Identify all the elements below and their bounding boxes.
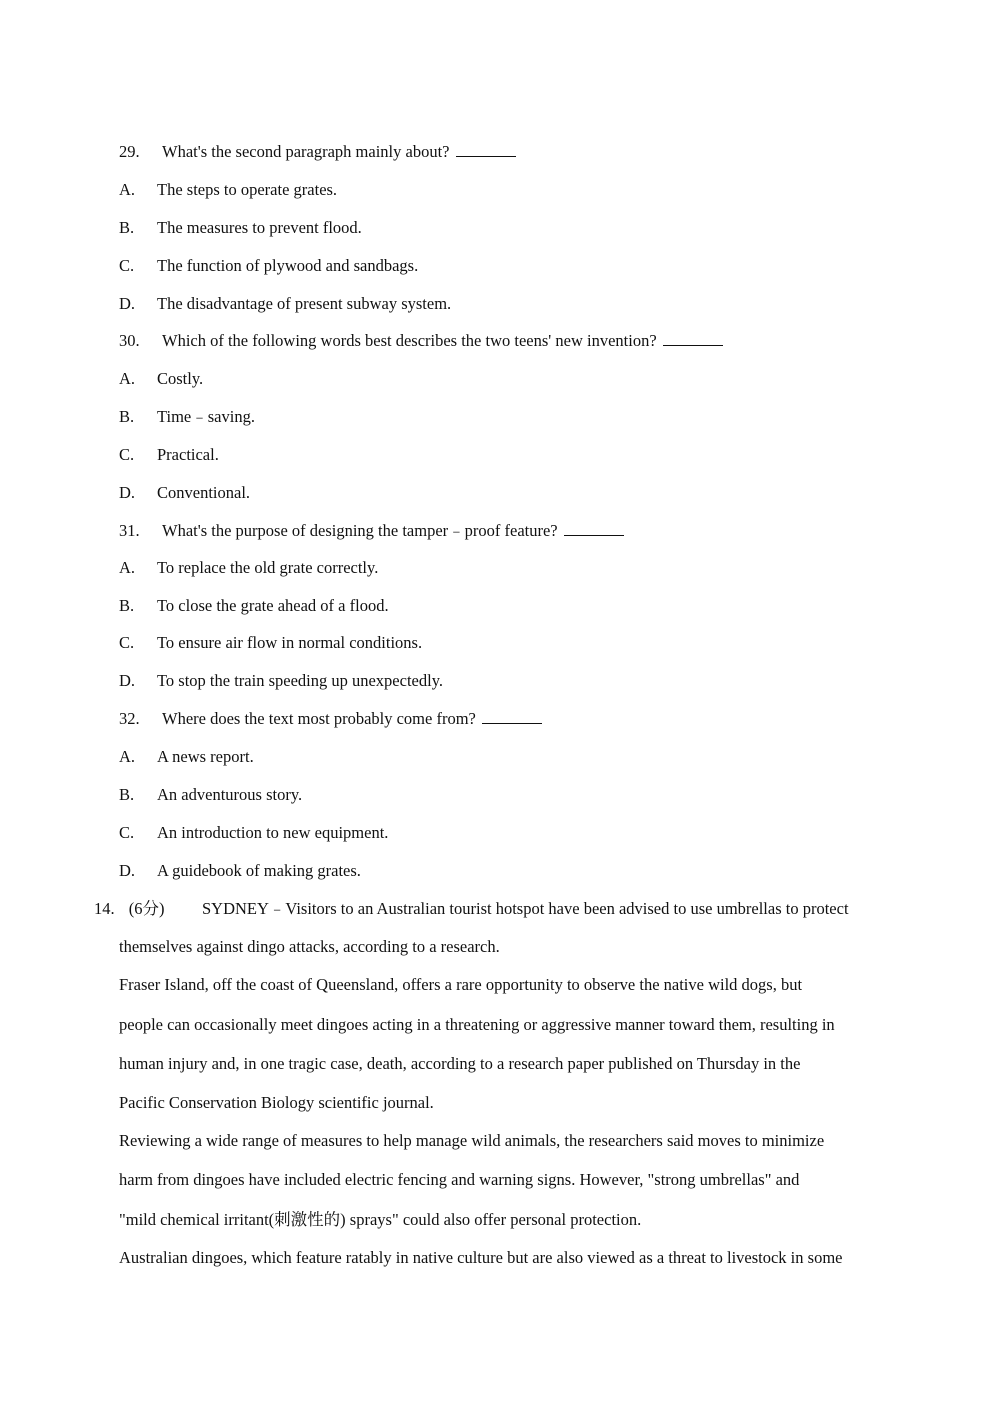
question-text: What's the purpose of designing the tamper﹣proof feature? [162, 521, 624, 541]
option-label: C. [119, 633, 135, 652]
answer-blank[interactable] [482, 709, 542, 724]
question-number: 29. [119, 142, 140, 161]
option-label: A. [119, 558, 136, 577]
answer-blank[interactable] [564, 521, 624, 536]
question-text: Where does the text most probably come from? [162, 709, 542, 729]
option-label: D. [119, 861, 136, 880]
option-text: An adventurous story. [157, 785, 303, 804]
option-text: A news report. [157, 747, 254, 766]
question-number: 32. [119, 709, 140, 728]
option-text: Costly. [157, 369, 204, 388]
option-text: An introduction to new equipment. [157, 823, 389, 842]
option-label: C. [119, 256, 135, 275]
option-text: To ensure air flow in normal conditions. [157, 633, 423, 652]
option-text: The disadvantage of present subway system. [157, 294, 452, 313]
question-number: 30. [119, 331, 140, 350]
option-text: The function of plywood and sandbags. [157, 256, 419, 275]
passage-p4-line1: Australian dingoes, which feature ratably in native culture but are also viewed as a threat to livestock in some [119, 1248, 843, 1267]
option-label: B. [119, 785, 135, 804]
option-text: To stop the train speeding up unexpectedly. [157, 671, 443, 690]
passage-p2-line3: human injury and, in one tragic case, death, according to a research paper published on Thursday in the [119, 1054, 801, 1073]
passage-score: (6分) [128, 899, 165, 918]
question-text: What's the second paragraph mainly about? [162, 142, 516, 162]
option-text: Practical. [157, 445, 219, 464]
answer-blank[interactable] [456, 142, 516, 157]
option-label: A. [119, 747, 136, 766]
option-label: D. [119, 294, 136, 313]
option-label: C. [119, 445, 135, 464]
option-text: The steps to operate grates. [157, 180, 338, 199]
passage-p1-line2: themselves against dingo attacks, according to a research. [119, 937, 500, 956]
option-label: D. [119, 483, 136, 502]
option-label: A. [119, 369, 136, 388]
passage-p3-line2: harm from dingoes have included electric fencing and warning signs. However, "strong umbrellas" and [119, 1170, 800, 1189]
option-text: Time﹣saving. [157, 407, 255, 426]
option-label: B. [119, 218, 135, 237]
option-label: A. [119, 180, 136, 199]
passage-number: 14. [94, 899, 115, 918]
passage-p2-line2: people can occasionally meet dingoes acting in a threatening or aggressive manner toward them, resulting in [119, 1015, 835, 1034]
option-label: C. [119, 823, 135, 842]
question-number: 31. [119, 521, 140, 540]
passage-p1-line1: SYDNEY﹣Visitors to an Australian tourist hotspot have been advised to use umbrellas to protect [202, 899, 849, 918]
option-label: B. [119, 407, 135, 426]
answer-blank[interactable] [663, 331, 723, 346]
option-text: To replace the old grate correctly. [157, 558, 379, 577]
passage-p2-line4: Pacific Conservation Biology scientific journal. [119, 1093, 434, 1112]
option-label: D. [119, 671, 136, 690]
option-label: B. [119, 596, 135, 615]
option-text: The measures to prevent flood. [157, 218, 362, 237]
passage-p3-line1: Reviewing a wide range of measures to help manage wild animals, the researchers said moves to minimize [119, 1131, 825, 1150]
passage-header [94, 899, 165, 919]
question-text: Which of the following words best describes the two teens' new invention? [162, 331, 723, 351]
passage-p3-line3: "mild chemical irritant(刺激性的) sprays" could also offer personal protection. [119, 1210, 642, 1229]
option-text: Conventional. [157, 483, 251, 502]
option-text: To close the grate ahead of a flood. [157, 596, 389, 615]
passage-p2-line1: Fraser Island, off the coast of Queensland, offers a rare opportunity to observe the native wild dogs, but [119, 975, 803, 994]
option-text: A guidebook of making grates. [157, 861, 361, 880]
